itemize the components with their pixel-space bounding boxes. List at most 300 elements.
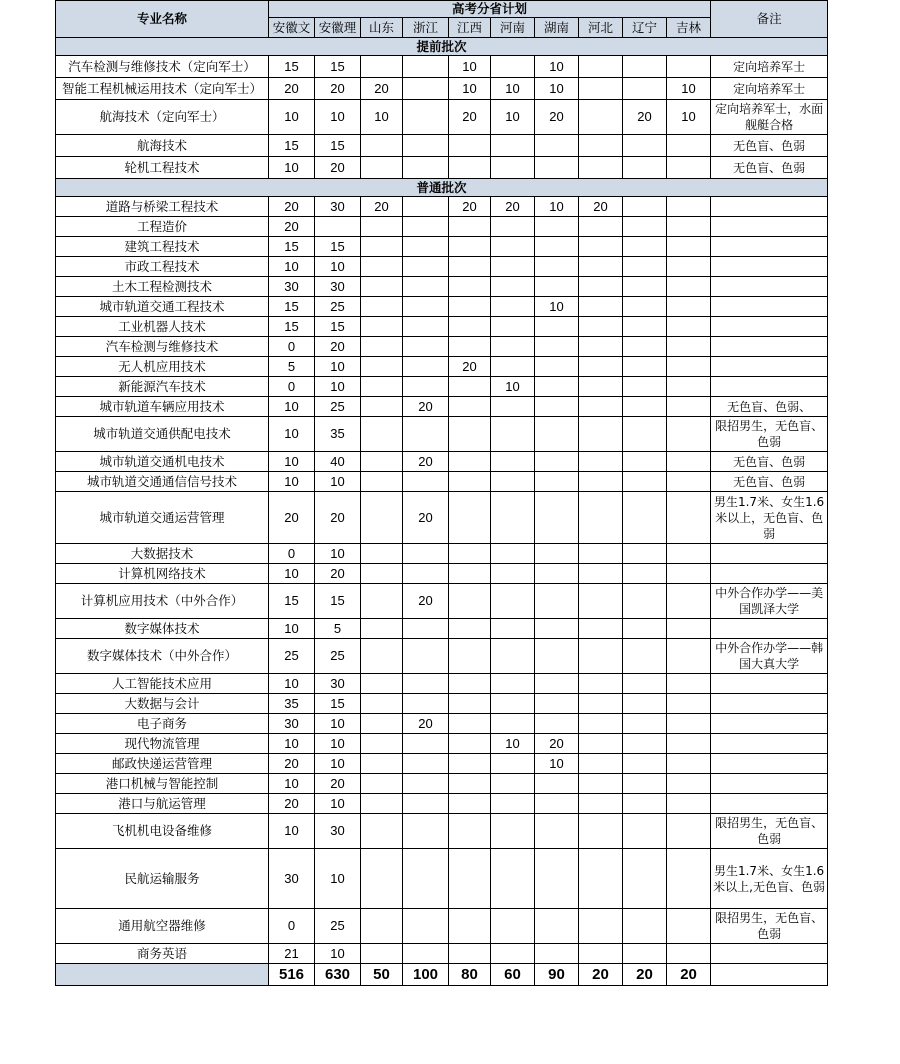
plan-count-cell (449, 944, 491, 964)
plan-count-cell (535, 135, 579, 157)
major-name: 民航运输服务 (56, 849, 269, 909)
plan-count-cell (667, 452, 711, 472)
plan-count-cell (667, 56, 711, 78)
plan-count-cell (403, 157, 449, 179)
plan-count-cell (361, 774, 403, 794)
plan-count-cell: 10 (491, 78, 535, 100)
table-row (56, 909, 828, 944)
plan-count-cell (535, 774, 579, 794)
plan-count-cell (361, 337, 403, 357)
plan-count-cell: 10 (269, 157, 315, 179)
plan-count-cell: 30 (315, 814, 361, 849)
plan-count-cell: 25 (315, 297, 361, 317)
plan-count-cell (491, 544, 535, 564)
plan-count-cell (623, 909, 667, 944)
plan-count-cell (579, 157, 623, 179)
plan-count-cell: 20 (403, 492, 449, 544)
plan-count-cell (579, 472, 623, 492)
plan-count-cell: 10 (315, 544, 361, 564)
plan-count-cell (535, 944, 579, 964)
major-name: 轮机工程技术 (56, 157, 269, 179)
plan-count-cell: 30 (269, 277, 315, 297)
plan-count-cell: 30 (315, 277, 361, 297)
plan-count-cell: 20 (315, 157, 361, 179)
plan-count-cell: 20 (361, 197, 403, 217)
totals-label-cell (56, 964, 269, 986)
plan-count-cell (623, 674, 667, 694)
plan-count-cell (667, 197, 711, 217)
plan-count-cell (491, 257, 535, 277)
plan-count-cell: 10 (269, 417, 315, 452)
table-row (56, 237, 828, 257)
plan-count-cell: 10 (269, 257, 315, 277)
plan-count-cell (449, 564, 491, 584)
plan-count-cell (667, 849, 711, 909)
table-row (56, 639, 828, 674)
plan-count-cell (491, 492, 535, 544)
total-count-cell: 630 (315, 964, 361, 986)
plan-count-cell (667, 794, 711, 814)
plan-count-cell (535, 694, 579, 714)
major-name: 人工智能技术应用 (56, 674, 269, 694)
plan-count-cell (579, 734, 623, 754)
major-name: 城市轨道交通机电技术 (56, 452, 269, 472)
table-row (56, 674, 828, 694)
plan-count-cell (449, 492, 491, 544)
note-cell (711, 754, 828, 774)
plan-count-cell (491, 337, 535, 357)
plan-count-cell (623, 397, 667, 417)
plan-count-cell: 10 (315, 472, 361, 492)
plan-count-cell (491, 794, 535, 814)
major-name: 建筑工程技术 (56, 237, 269, 257)
plan-count-cell (623, 217, 667, 237)
plan-count-cell (491, 397, 535, 417)
plan-count-cell (579, 56, 623, 78)
table-row (56, 492, 828, 544)
plan-count-cell: 20 (315, 492, 361, 544)
plan-count-cell (449, 217, 491, 237)
plan-count-cell (623, 849, 667, 909)
plan-count-cell (535, 237, 579, 257)
major-name: 航海技术（定向军士） (56, 100, 269, 135)
plan-count-cell (535, 619, 579, 639)
plan-count-cell (535, 814, 579, 849)
plan-count-cell (491, 619, 535, 639)
plan-count-cell (579, 452, 623, 472)
major-name: 汽车检测与维修技术（定向军士） (56, 56, 269, 78)
note-cell (711, 237, 828, 257)
note-cell (711, 714, 828, 734)
plan-count-cell: 20 (269, 492, 315, 544)
plan-count-cell (667, 909, 711, 944)
note-cell: 无色盲、色弱 (711, 472, 828, 492)
plan-count-cell (491, 639, 535, 674)
plan-count-cell (361, 237, 403, 257)
plan-count-cell (623, 197, 667, 217)
plan-count-cell (361, 277, 403, 297)
major-name: 港口机械与智能控制 (56, 774, 269, 794)
plan-count-cell (535, 217, 579, 237)
plan-count-cell (449, 714, 491, 734)
major-name: 汽车检测与维修技术 (56, 337, 269, 357)
plan-count-cell: 20 (403, 452, 449, 472)
major-name: 数字媒体技术（中外合作） (56, 639, 269, 674)
plan-count-cell: 0 (269, 909, 315, 944)
major-name: 数字媒体技术 (56, 619, 269, 639)
plan-count-cell: 35 (315, 417, 361, 452)
note-cell: 无色盲、色弱 (711, 135, 828, 157)
plan-count-cell: 20 (623, 100, 667, 135)
plan-count-cell: 15 (269, 56, 315, 78)
plan-count-cell: 15 (315, 694, 361, 714)
plan-count-cell: 30 (315, 197, 361, 217)
note-cell (711, 197, 828, 217)
plan-count-cell: 10 (315, 377, 361, 397)
plan-count-cell: 20 (315, 78, 361, 100)
plan-count-cell (403, 135, 449, 157)
plan-count-cell (623, 754, 667, 774)
plan-count-cell: 25 (269, 639, 315, 674)
major-name: 通用航空器维修 (56, 909, 269, 944)
plan-count-cell (667, 377, 711, 397)
table-row (56, 337, 828, 357)
note-cell: 定向培养军士 (711, 56, 828, 78)
plan-count-cell (535, 674, 579, 694)
major-name: 市政工程技术 (56, 257, 269, 277)
plan-count-cell (403, 317, 449, 337)
plan-count-cell (623, 694, 667, 714)
plan-count-cell (579, 909, 623, 944)
plan-count-cell (361, 452, 403, 472)
plan-count-cell: 15 (269, 135, 315, 157)
plan-count-cell (579, 217, 623, 237)
plan-count-cell: 35 (269, 694, 315, 714)
plan-count-cell: 10 (269, 734, 315, 754)
note-cell (711, 277, 828, 297)
plan-count-cell (623, 357, 667, 377)
plan-count-cell (491, 564, 535, 584)
header-province: 安徽理 (315, 18, 361, 38)
total-count-cell: 516 (269, 964, 315, 986)
note-cell (711, 337, 828, 357)
major-name: 新能源汽车技术 (56, 377, 269, 397)
plan-count-cell (361, 217, 403, 237)
table-row (56, 257, 828, 277)
plan-count-cell (403, 337, 449, 357)
note-cell (711, 377, 828, 397)
total-count-cell: 90 (535, 964, 579, 986)
plan-count-cell (403, 237, 449, 257)
plan-count-cell: 10 (269, 564, 315, 584)
plan-count-cell (535, 317, 579, 337)
plan-count-cell (361, 674, 403, 694)
plan-count-cell (667, 417, 711, 452)
plan-count-cell: 10 (491, 100, 535, 135)
plan-count-cell (449, 277, 491, 297)
plan-count-cell (667, 157, 711, 179)
plan-count-cell (361, 714, 403, 734)
plan-count-cell (667, 944, 711, 964)
plan-count-cell (449, 317, 491, 337)
plan-count-cell (623, 492, 667, 544)
plan-count-cell (361, 257, 403, 277)
plan-count-cell (403, 544, 449, 564)
plan-count-cell (491, 584, 535, 619)
table-row (56, 357, 828, 377)
plan-count-cell: 20 (361, 78, 403, 100)
plan-count-cell (491, 909, 535, 944)
plan-count-cell (361, 944, 403, 964)
plan-count-cell: 0 (269, 377, 315, 397)
note-cell (711, 674, 828, 694)
plan-count-cell (491, 472, 535, 492)
plan-count-cell (579, 849, 623, 909)
header-province: 湖南 (535, 18, 579, 38)
plan-count-cell (579, 357, 623, 377)
plan-count-cell: 10 (535, 297, 579, 317)
plan-count-cell (403, 377, 449, 397)
plan-count-cell (449, 297, 491, 317)
plan-count-cell: 10 (315, 944, 361, 964)
plan-count-cell (361, 619, 403, 639)
plan-count-cell: 25 (315, 397, 361, 417)
plan-count-cell (535, 277, 579, 297)
plan-count-cell (449, 794, 491, 814)
plan-count-cell (449, 452, 491, 472)
plan-count-cell (449, 909, 491, 944)
plan-count-cell (579, 544, 623, 564)
plan-count-cell (535, 337, 579, 357)
plan-count-cell (491, 714, 535, 734)
plan-count-cell (535, 397, 579, 417)
note-cell: 男生1.7米、女生1.6米以上,无色盲、色弱 (711, 849, 828, 909)
plan-count-cell (403, 774, 449, 794)
note-cell (711, 944, 828, 964)
plan-count-cell (535, 639, 579, 674)
note-cell: 无色盲、色弱 (711, 157, 828, 179)
plan-count-cell (403, 100, 449, 135)
plan-count-cell: 20 (449, 197, 491, 217)
plan-count-cell (361, 56, 403, 78)
plan-count-cell (361, 694, 403, 714)
plan-count-cell (361, 814, 403, 849)
plan-count-cell (361, 377, 403, 397)
plan-count-cell: 10 (315, 714, 361, 734)
plan-count-cell (491, 217, 535, 237)
plan-count-cell: 10 (535, 754, 579, 774)
plan-count-cell: 5 (269, 357, 315, 377)
plan-count-cell: 10 (535, 56, 579, 78)
major-name: 航海技术 (56, 135, 269, 157)
plan-count-cell (535, 584, 579, 619)
plan-count-cell (579, 754, 623, 774)
plan-count-cell (667, 357, 711, 377)
plan-count-cell (491, 417, 535, 452)
plan-count-cell (361, 317, 403, 337)
plan-count-cell (361, 417, 403, 452)
plan-count-cell (667, 337, 711, 357)
plan-count-cell (623, 452, 667, 472)
plan-count-cell: 20 (579, 197, 623, 217)
plan-count-cell (403, 357, 449, 377)
plan-count-cell (623, 417, 667, 452)
table-row (56, 377, 828, 397)
plan-count-cell (667, 217, 711, 237)
table-row (56, 694, 828, 714)
plan-count-cell (449, 734, 491, 754)
note-cell: 中外合作办学——美国凯泽大学 (711, 584, 828, 619)
plan-count-cell: 20 (269, 217, 315, 237)
note-cell: 限招男生，无色盲、色弱 (711, 909, 828, 944)
table-row (56, 544, 828, 564)
plan-count-cell (579, 277, 623, 297)
header-province: 辽宁 (623, 18, 667, 38)
table-row (56, 417, 828, 452)
plan-count-cell: 25 (315, 639, 361, 674)
plan-count-cell (623, 237, 667, 257)
totals-row (56, 964, 828, 986)
plan-count-cell (579, 78, 623, 100)
plan-count-cell (579, 135, 623, 157)
major-name: 大数据与会计 (56, 694, 269, 714)
plan-count-cell (449, 774, 491, 794)
major-name: 土木工程检测技术 (56, 277, 269, 297)
plan-count-cell (403, 257, 449, 277)
table-row (56, 452, 828, 472)
plan-count-cell (667, 492, 711, 544)
plan-count-cell (579, 377, 623, 397)
table-row (56, 197, 828, 217)
plan-count-cell: 10 (269, 452, 315, 472)
note-cell: 男生1.7米、女生1.6米以上，无色盲、色弱 (711, 492, 828, 544)
table-row (56, 100, 828, 135)
plan-count-cell: 20 (269, 754, 315, 774)
plan-count-cell (491, 849, 535, 909)
plan-count-cell: 40 (315, 452, 361, 472)
plan-count-cell (535, 452, 579, 472)
plan-count-cell (361, 564, 403, 584)
table-row (56, 78, 828, 100)
plan-count-cell: 10 (449, 56, 491, 78)
plan-count-cell (361, 544, 403, 564)
plan-count-cell (491, 56, 535, 78)
plan-count-cell (579, 257, 623, 277)
plan-count-cell (491, 157, 535, 179)
plan-count-cell (667, 584, 711, 619)
totals-note-cell (711, 964, 828, 986)
plan-count-cell (449, 639, 491, 674)
plan-count-cell (403, 674, 449, 694)
total-count-cell: 100 (403, 964, 449, 986)
plan-count-cell (403, 734, 449, 754)
plan-count-cell (403, 78, 449, 100)
plan-count-cell (535, 909, 579, 944)
plan-count-cell: 20 (535, 100, 579, 135)
plan-count-cell (449, 584, 491, 619)
plan-count-cell (491, 944, 535, 964)
major-name: 城市轨道交通供配电技术 (56, 417, 269, 452)
plan-count-cell: 20 (315, 774, 361, 794)
plan-count-cell: 0 (269, 337, 315, 357)
plan-count-cell (667, 237, 711, 257)
plan-count-cell: 10 (535, 78, 579, 100)
plan-count-cell (623, 944, 667, 964)
plan-count-cell (535, 544, 579, 564)
plan-count-cell: 15 (315, 584, 361, 619)
plan-count-cell (623, 544, 667, 564)
plan-count-cell: 10 (315, 100, 361, 135)
plan-count-cell (623, 317, 667, 337)
plan-count-cell (449, 417, 491, 452)
plan-count-cell (623, 135, 667, 157)
enrollment-plan-table (55, 0, 828, 986)
note-cell (711, 774, 828, 794)
plan-count-cell: 10 (269, 774, 315, 794)
plan-count-cell: 15 (269, 584, 315, 619)
plan-count-cell (579, 584, 623, 619)
major-name: 邮政快递运营管理 (56, 754, 269, 774)
plan-count-cell (491, 277, 535, 297)
plan-count-cell (403, 794, 449, 814)
major-name: 道路与桥梁工程技术 (56, 197, 269, 217)
plan-count-cell (361, 297, 403, 317)
plan-count-cell (535, 794, 579, 814)
plan-count-cell (491, 674, 535, 694)
plan-count-cell: 15 (315, 237, 361, 257)
header-plan-group: 高考分省计划 (269, 1, 711, 18)
plan-count-cell: 20 (269, 794, 315, 814)
plan-count-cell (623, 337, 667, 357)
note-cell: 无色盲、色弱、 (711, 397, 828, 417)
plan-count-cell (403, 297, 449, 317)
plan-count-cell (579, 397, 623, 417)
plan-count-cell (361, 849, 403, 909)
plan-count-cell (361, 909, 403, 944)
plan-count-cell (579, 694, 623, 714)
plan-count-cell (535, 377, 579, 397)
plan-count-cell (623, 584, 667, 619)
plan-count-cell (361, 584, 403, 619)
plan-count-cell (403, 694, 449, 714)
plan-count-cell (361, 492, 403, 544)
plan-count-cell: 15 (269, 237, 315, 257)
plan-count-cell: 10 (449, 78, 491, 100)
plan-count-cell (667, 472, 711, 492)
plan-count-cell (667, 297, 711, 317)
plan-count-cell (623, 257, 667, 277)
plan-count-cell: 20 (315, 337, 361, 357)
plan-count-cell (449, 754, 491, 774)
note-cell: 无色盲、色弱 (711, 452, 828, 472)
plan-count-cell (361, 472, 403, 492)
plan-count-cell (403, 197, 449, 217)
plan-count-cell (623, 472, 667, 492)
plan-count-cell: 20 (403, 714, 449, 734)
plan-count-cell (579, 814, 623, 849)
plan-count-cell: 10 (269, 100, 315, 135)
table-row (56, 217, 828, 237)
plan-count-cell (579, 337, 623, 357)
plan-count-cell (623, 814, 667, 849)
plan-count-cell: 20 (403, 397, 449, 417)
table-row (56, 774, 828, 794)
plan-count-cell (315, 217, 361, 237)
plan-count-cell: 15 (315, 135, 361, 157)
plan-count-cell (449, 135, 491, 157)
plan-count-cell: 10 (269, 397, 315, 417)
total-count-cell: 60 (491, 964, 535, 986)
